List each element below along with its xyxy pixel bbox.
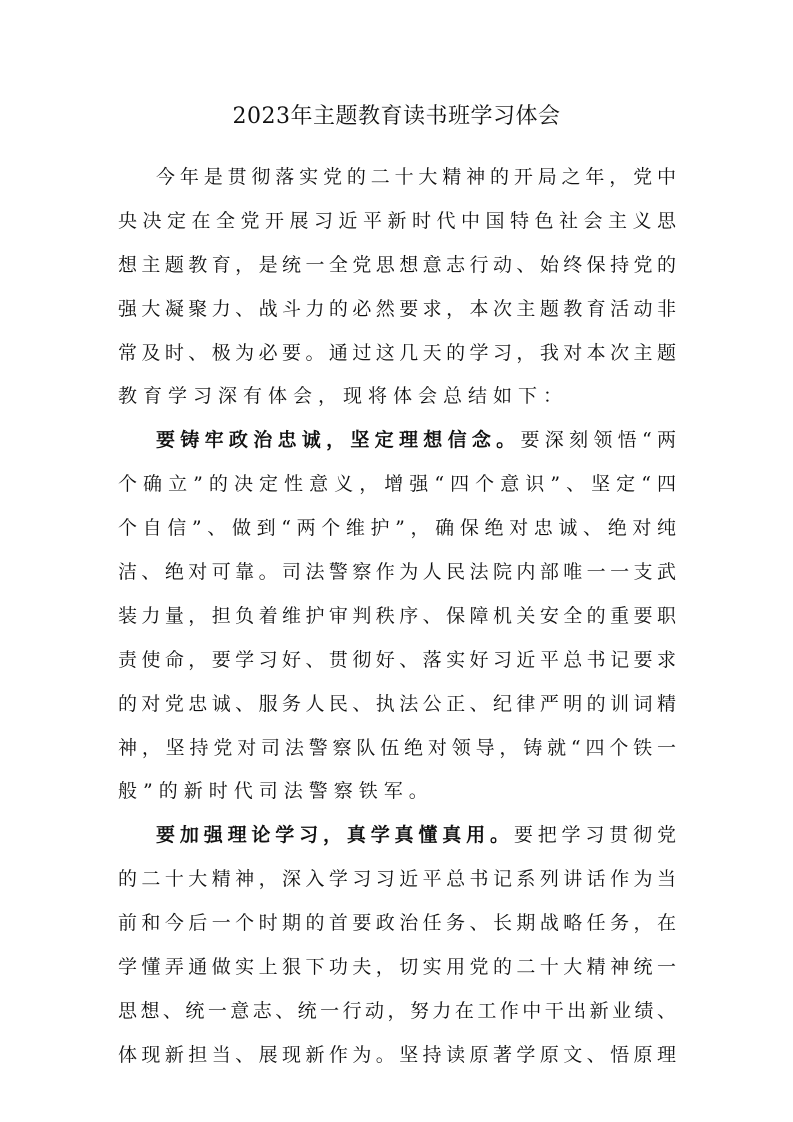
text-line <box>118 419 676 463</box>
paragraph-heading: 要加强理论学习，真学真懂真用。 <box>156 824 514 847</box>
text-span: 要深刻领悟“两 <box>520 429 676 452</box>
text-line <box>118 814 676 858</box>
paragraph-intro <box>118 156 676 419</box>
paragraph-theory-study <box>118 814 676 1077</box>
paragraph-political-loyalty <box>118 419 676 814</box>
text-line: 前和今后一个时期的首要政治任务、长期战略任务，在 <box>118 912 676 935</box>
document-title: 2023年主题教育读书班学习体会 <box>232 104 561 129</box>
text-line: 央决定在全党开展习近平新时代中国特色社会主义思 <box>118 209 676 232</box>
text-line: 装力量，担负着维护审判秩序、保障机关安全的重要职 <box>118 604 676 627</box>
text-line: 教育学习深有体会，现将体会总结如下： <box>118 385 569 408</box>
text-line: 思想、统一意志、统一行动，努力在工作中干出新业绩、 <box>118 999 676 1022</box>
document-body <box>118 156 676 1078</box>
text-line: 责使命，要学习好、贯彻好、落实好习近平总书记要求 <box>118 648 676 671</box>
text-line: 洁、绝对可靠。司法警察作为人民法院内部唯一一支武 <box>118 561 676 584</box>
text-line: 强大凝聚力、战斗力的必然要求，本次主题教育活动非 <box>118 297 676 320</box>
text-line: 般”的新时代司法警察铁军。 <box>118 780 434 803</box>
text-line: 神，坚持党对司法警察队伍绝对领导，铸就“四个铁一 <box>118 736 676 759</box>
text-line: 的二十大精神，深入学习习近平总书记系列讲话作为当 <box>118 868 676 891</box>
text-line: 的对党忠诚、服务人民、执法公正、纪律严明的训词精 <box>118 692 676 715</box>
text-line: 今年是贯彻落实党的二十大精神的开局之年，党中 <box>156 166 676 188</box>
text-line: 常及时、极为必要。通过这几天的学习，我对本次主题 <box>118 341 676 364</box>
paragraph-heading: 要铸牢政治忠诚，坚定理想信念。 <box>156 429 521 452</box>
text-line: 想主题教育，是统一全党思想意志行动、始终保持党的 <box>118 253 676 276</box>
text-line: 体现新担当、展现新作为。坚持读原著学原文、悟原理 <box>118 1043 676 1066</box>
text-line: 学懂弄通做实上狠下功夫，切实用党的二十大精神统一 <box>118 956 676 979</box>
text-span: 要把学习贯彻党 <box>513 824 676 847</box>
text-line: 个确立”的决定性意义，增强“四个意识”、坚定“四 <box>118 473 676 496</box>
text-line: 个自信”、做到“两个维护”，确保绝对忠诚、绝对纯 <box>118 517 676 540</box>
